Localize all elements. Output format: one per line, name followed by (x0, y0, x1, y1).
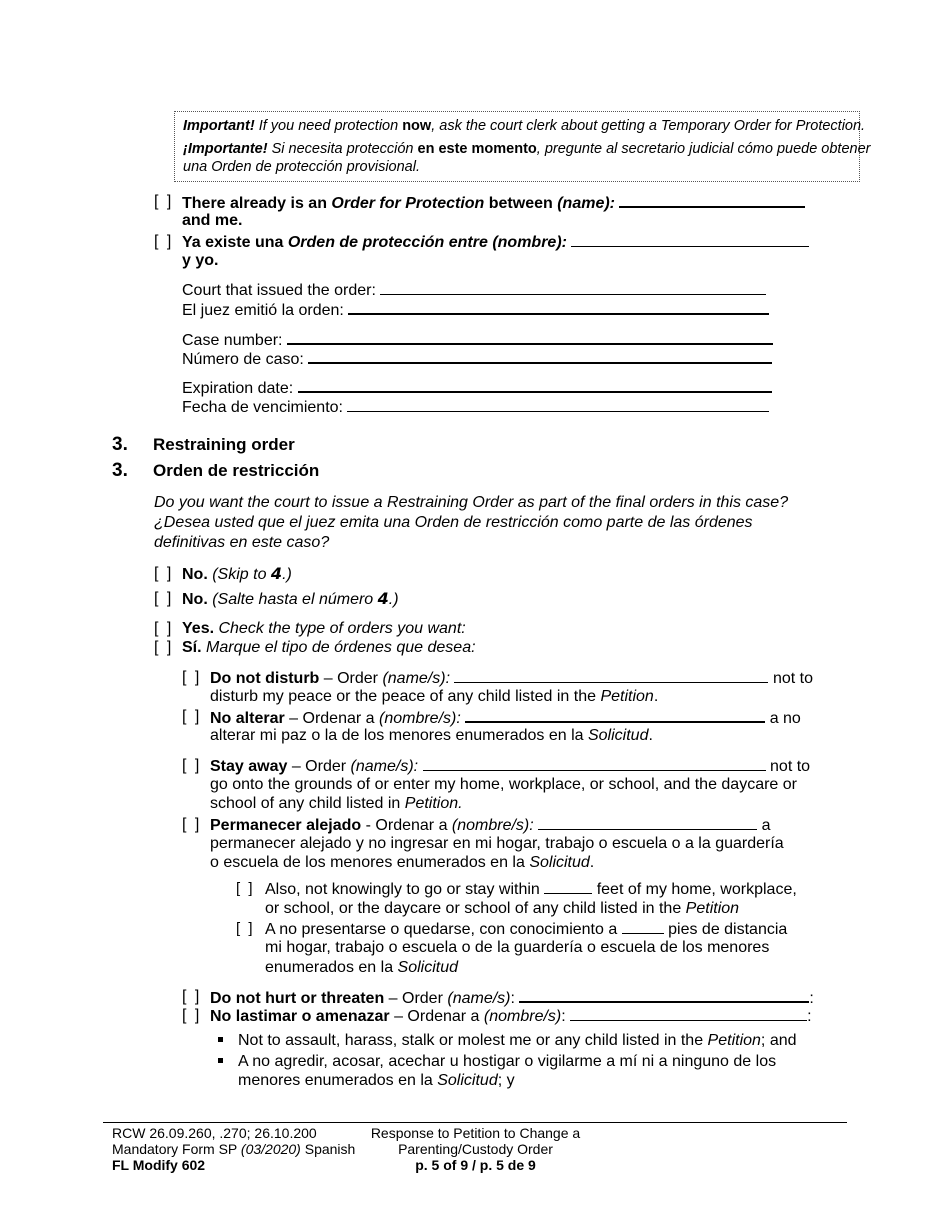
hurt-name-field-en[interactable] (519, 987, 809, 1003)
disturb-name-field-es[interactable] (465, 707, 765, 723)
stayaway-es-line2: permanecer alejado y no ingresar en mi hogar, trabajo o escuela o a la guardería (210, 835, 784, 852)
also-es-line2: mi hogar, trabajo o escuela o de la guardería o escuela de los menores (265, 939, 770, 956)
existing-order-es-checkbox[interactable]: [ ] (154, 233, 174, 250)
disturb-es-checkbox[interactable]: [ ] (182, 708, 202, 725)
question-es: ¿Desea usted que el juez emita una Orden de restricción como parte de las órdenes (154, 514, 753, 531)
hurt-es-checkbox[interactable]: [ ] (182, 1007, 202, 1024)
also-es-line3: enumerados en la Solicitud (265, 959, 459, 976)
footer-title-line2: Parenting/Custody Order (398, 1141, 553, 1157)
footer-page-number: p. 5 of 9 / p. 5 de 9 (415, 1157, 536, 1173)
footer-form: Mandatory Form SP (03/2020) Spanish (112, 1141, 356, 1157)
expiration-label-es: Fecha de vencimiento: (182, 397, 769, 418)
existing-order-es: Ya existe una Orden de protección entre (nombre): (182, 232, 809, 253)
bullet-icon (218, 1058, 223, 1063)
section-number: 3. (112, 460, 128, 481)
stayaway-es-checkbox[interactable]: [ ] (182, 816, 202, 833)
hurt-name-field-es[interactable] (570, 1006, 807, 1021)
court-field-es[interactable] (348, 299, 769, 315)
case-number-field-en[interactable] (287, 329, 773, 345)
no-option-es: No. (Salte hasta el número 4.) (182, 589, 399, 608)
no-es-checkbox[interactable]: [ ] (154, 590, 174, 607)
hurt-en-checkbox[interactable]: [ ] (182, 988, 202, 1005)
important-notice-en: Important! If you need protection now, ask the court clerk about getting a Temporary Order for Protection. (183, 118, 866, 134)
section-title-es: Orden de restricción (153, 461, 320, 480)
important-notice-es: ¡Importante! Si necesita protección en este momento, pregunte al secretario judicial cómo puede obtener (183, 141, 871, 157)
existing-order-name-field-es[interactable] (571, 232, 809, 247)
expiration-field-en[interactable] (298, 377, 772, 393)
court-field-en[interactable] (380, 280, 766, 295)
existing-order-en-line2: and me. (182, 212, 243, 229)
existing-order-name-field-en[interactable] (619, 192, 805, 208)
yes-en-checkbox[interactable]: [ ] (154, 620, 174, 637)
feet-field-es[interactable] (622, 919, 664, 934)
question-es-line2: definitivas en este caso? (154, 534, 330, 551)
stayaway-en-checkbox[interactable]: [ ] (182, 757, 202, 774)
stayaway-es-line3: o escuela de los menores enumerados en la Solicitud. (210, 854, 595, 871)
stayaway-es: Permanecer alejado - Ordenar a (nombre/s): a (210, 817, 771, 834)
yes-es-checkbox[interactable]: [ ] (154, 639, 174, 656)
footer-title-line1: Response to Petition to Change a (370, 1125, 581, 1141)
hurt-bullet-es: A no agredir, acosar, acechar u hostigar o vigilarme a mí ni a ninguno de los (238, 1053, 777, 1070)
feet-field-en[interactable] (544, 879, 592, 894)
stayaway-name-field-en[interactable] (423, 756, 766, 771)
question-en: Do you want the court to issue a Restraining Order as part of the final orders in this case? (154, 494, 789, 511)
hurt-es: No lastimar o amenazar – Ordenar a (nombre/s): : (210, 1008, 812, 1025)
also-es: A no presentarse o quedarse, con conocimiento a pies de distancia (265, 921, 788, 938)
existing-order-es-line2: y yo. (182, 252, 219, 269)
no-option-en: No. (Skip to 4.) (182, 564, 292, 583)
case-number-field-es[interactable] (308, 348, 772, 364)
also-en-line2: or school, or the daycare or school of any child listed in the Petition (265, 900, 740, 917)
existing-order-en: There already is an Order for Protection between (name): (182, 192, 805, 214)
existing-order-en-checkbox[interactable]: [ ] (154, 193, 174, 210)
case-number-label-en: Case number: (182, 329, 773, 351)
hurt-bullet-es-line2: menores enumerados en la Solicitud; y (238, 1072, 515, 1089)
stayaway-en-line2: go onto the grounds of or enter my home, workplace, or school, and the daycare or (210, 776, 797, 793)
hurt-en: Do not hurt or threaten – Order (name/s): : (210, 987, 814, 1009)
expiration-field-es[interactable] (347, 397, 769, 412)
disturb-es-line2: alterar mi paz o la de los menores enumerados en la Solicitud. (210, 727, 653, 744)
also-en-checkbox[interactable]: [ ] (236, 880, 255, 897)
disturb-en: Do not disturb – Order (name/s): not to (210, 670, 813, 687)
bullet-icon (218, 1037, 223, 1042)
section-number: 3. (112, 434, 128, 455)
footer-divider (103, 1122, 847, 1123)
court-label-es: El juez emitió la orden: (182, 299, 769, 321)
important-notice-es-line2: una Orden de protección provisional. (183, 159, 420, 175)
disturb-name-field-en[interactable] (454, 668, 768, 683)
section-title-en: Restraining order (153, 435, 295, 454)
yes-option-en: Yes. Check the type of orders you want: (182, 620, 466, 637)
disturb-en-line2: disturb my peace or the peace of any child listed in the Petition. (210, 688, 659, 705)
court-label-en: Court that issued the order: (182, 280, 766, 301)
also-en: Also, not knowingly to go or stay within feet of my home, workplace, (265, 881, 797, 898)
footer-rcw: RCW 26.09.260, .270; 26.10.200 (112, 1125, 317, 1141)
disturb-es: No alterar – Ordenar a (nombre/s): a no (210, 707, 801, 729)
no-en-checkbox[interactable]: [ ] (154, 565, 174, 582)
also-es-checkbox[interactable]: [ ] (236, 920, 255, 937)
expiration-label-en: Expiration date: (182, 377, 772, 399)
stayaway-en-line3: school of any child listed in Petition. (210, 795, 463, 812)
case-number-label-es: Número de caso: (182, 348, 772, 370)
stayaway-name-field-es[interactable] (538, 815, 757, 830)
stayaway-en: Stay away – Order (name/s): not to (210, 758, 811, 775)
yes-option-es: Sí. Marque el tipo de órdenes que desea: (182, 639, 476, 656)
hurt-bullet-en: Not to assault, harass, stalk or molest me or any child listed in the Petition; and (238, 1032, 797, 1049)
footer-form-id: FL Modify 602 (112, 1157, 206, 1173)
disturb-en-checkbox[interactable]: [ ] (182, 669, 202, 686)
